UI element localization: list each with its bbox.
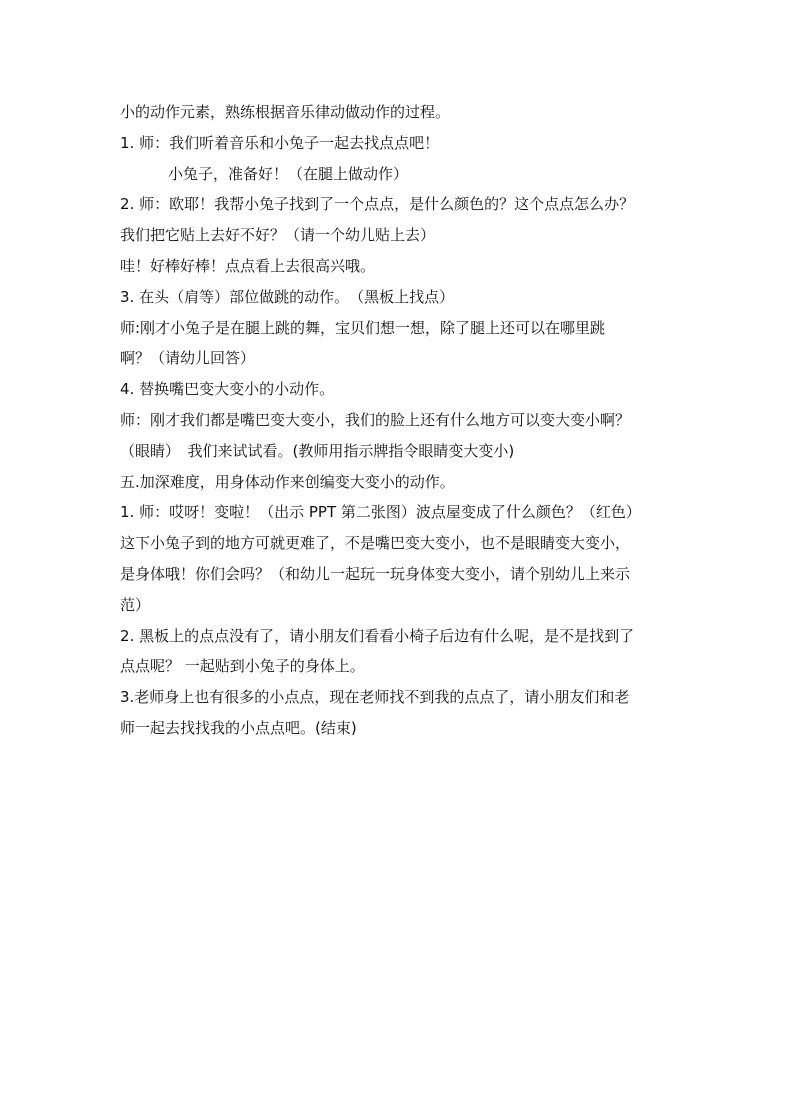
indented-dialog-line: 小兔子，准备好！（在腿上做动作）: [168, 164, 409, 183]
body-text-line: 哇！好棒好棒！点点看上去很高兴哦。: [120, 256, 376, 275]
body-text-line: 范）: [120, 595, 151, 614]
step-3-line: 3.老师身上也有很多的小点点，现在老师找不到我的点点了，请小朋友们和老: [120, 688, 630, 707]
body-text-line: 啊？（请幼儿回答）: [120, 349, 256, 368]
step-2-line: 2. 黑板上的点点没有了，请小朋友们看看小椅子后边有什么呢，是不是找到了: [120, 626, 635, 645]
body-text-line: 师:刚才小兔子是在腿上跳的舞，宝贝们想一想，除了腿上还可以在哪里跳: [120, 318, 606, 337]
document-body: [120, 97, 680, 744]
step-2-line: 2. 师：欧耶！我帮小兔子找到了一个点点，是什么颜色的？这个点点怎么办？: [120, 195, 635, 214]
section-heading-5: 五.加深难度，用身体动作来创编变大变小的动作。: [120, 472, 455, 491]
body-text-line: 师一起去找找我的小点点吧。(结束): [120, 718, 357, 737]
step-3-line: 3. 在头（肩等）部位做跳的动作。 （黑板上找点）: [120, 287, 455, 306]
body-text-line: 小的动作元素，熟练根据音乐律动做动作的过程。: [120, 103, 451, 121]
step-1-line: 1. 师：我们听着音乐和小兔子一起去找点点吧！: [120, 133, 440, 152]
body-text-line: 这下小兔子到的地方可就更难了，不是嘴巴变大变小，也不是眼睛变大变小，: [120, 534, 631, 553]
step-4-line: 4. 替换嘴巴变大变小的小动作。: [120, 380, 335, 399]
body-text-line: 师：刚才我们都是嘴巴变大变小，我们的脸上还有什么地方可以变大变小啊？: [120, 410, 631, 429]
body-text-line: 我们把它贴上去好不好？（请一个幼儿贴上去）: [120, 226, 436, 245]
step-1-line: 1. 师：哎呀！变啦！（出示 PPT 第二张图）波点屋变成了什么颜色？（红色）: [120, 503, 641, 522]
body-text-line: 是身体哦！你们会吗？（和幼儿一起玩一玩身体变大变小，请个别幼儿上来示: [120, 564, 631, 583]
body-text-line: 点点呢？ 一起贴到小兔子的身体上。: [120, 657, 365, 676]
body-text-line: （眼睛） 我们来试试看。(教师用指示牌指令眼睛变大变小): [120, 441, 515, 460]
